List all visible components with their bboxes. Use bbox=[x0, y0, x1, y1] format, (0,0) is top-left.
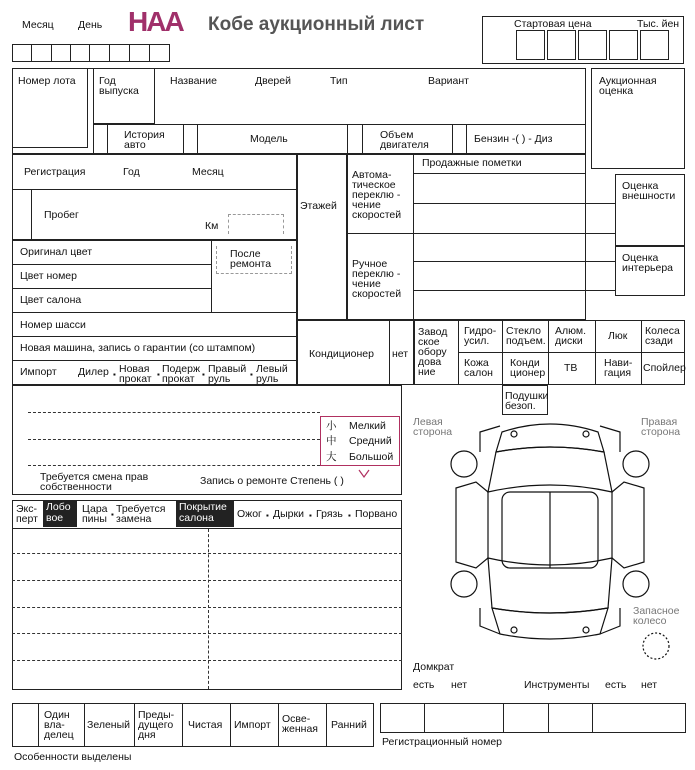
scratches-label: Цара пины bbox=[82, 503, 108, 525]
wheel-front-left-icon bbox=[451, 451, 477, 477]
price-digit-box[interactable] bbox=[578, 30, 607, 60]
jack-yes[interactable]: есть bbox=[413, 679, 435, 691]
right-side-label: Правая сторона bbox=[641, 416, 681, 438]
aircon-none-label: нет bbox=[392, 348, 409, 360]
interior-color-label: Цвет салона bbox=[20, 294, 82, 306]
arrow-down-icon bbox=[356, 466, 372, 482]
price-digit-box[interactable] bbox=[516, 30, 545, 60]
spare-wheel-icon[interactable] bbox=[640, 630, 672, 662]
fuel-label: Бензин -( ) - Диз bbox=[474, 133, 553, 145]
doors-label: Дверей bbox=[255, 75, 291, 87]
replace-label: Требуется замена bbox=[116, 503, 166, 525]
original-color-label: Оригинал цвет bbox=[20, 246, 93, 258]
power-windows-option[interactable]: Стекло подъем. bbox=[506, 325, 546, 347]
color-number-label: Цвет номер bbox=[20, 270, 77, 282]
prev-day-option[interactable]: Преды- дущего дня bbox=[138, 709, 175, 741]
reg-year-label: Год bbox=[123, 166, 140, 178]
leather-option[interactable]: Кожа салон bbox=[464, 357, 493, 379]
dealer-label: Дилер bbox=[78, 366, 109, 378]
right-hand-label: Правый руль bbox=[208, 363, 247, 385]
clean-option[interactable]: Чистая bbox=[188, 719, 223, 731]
legend-glyph-medium: 中 bbox=[326, 435, 337, 447]
history-label: История авто bbox=[124, 129, 165, 151]
green-option[interactable]: Зеленый bbox=[87, 719, 131, 731]
legend-label-medium: Средний bbox=[349, 435, 392, 447]
coating-tab[interactable]: Покрытие салона bbox=[176, 501, 234, 527]
power-steering-option[interactable]: Гидро- усил. bbox=[464, 325, 497, 347]
features-label: Особенности выделены bbox=[14, 751, 132, 763]
aircon2-option[interactable]: Конди ционер bbox=[510, 357, 546, 379]
reg-month-label: Месяц bbox=[192, 166, 224, 178]
aircon-label: Кондиционер bbox=[309, 348, 374, 360]
year-label: Год выпуска bbox=[99, 75, 139, 97]
repair-record-label: Запись о ремонте Степень ( ) bbox=[200, 475, 344, 487]
holes-label: Дырки bbox=[273, 508, 304, 520]
variant-label: Вариант bbox=[428, 75, 469, 87]
type-label: Тип bbox=[330, 75, 348, 87]
interior-grade-label: Оценка интерьера bbox=[622, 252, 674, 274]
import-option[interactable]: Импорт bbox=[234, 719, 271, 731]
refreshed-option[interactable]: Осве- женная bbox=[282, 713, 318, 735]
auto-trans-label: Автома- тическое переклю - чение скоростей bbox=[352, 169, 402, 221]
km-label: Км bbox=[205, 220, 219, 232]
jack-no[interactable]: нет bbox=[451, 679, 468, 691]
engine-label: Объем двигателя bbox=[380, 129, 429, 151]
ownership-change-label: Требуется смена прав собственности bbox=[40, 471, 149, 493]
airbags-option: Подушки безоп. bbox=[505, 390, 549, 412]
rear-wheels-option[interactable]: Колеса сзади bbox=[645, 325, 680, 347]
legend-glyph-small: 小 bbox=[326, 420, 337, 432]
expert-label: Экс- перт bbox=[16, 503, 38, 525]
alloy-wheels-option[interactable]: Алюм. диски bbox=[555, 325, 587, 347]
tools-yes[interactable]: есть bbox=[605, 679, 627, 691]
one-owner-option[interactable]: Один вла- делец bbox=[44, 709, 74, 741]
dirt-label: Грязь bbox=[316, 508, 343, 520]
navigation-option[interactable]: Нави- гация bbox=[604, 357, 633, 379]
reg-number-label: Регистрационный номер bbox=[382, 736, 502, 748]
front-tab[interactable]: Лобо вое bbox=[43, 501, 77, 527]
name-label: Название bbox=[170, 75, 217, 87]
legend-label-large: Большой bbox=[349, 451, 394, 463]
page-title: Кобе аукционный лист bbox=[208, 14, 425, 35]
auction-grade-label: Аукционная оценка bbox=[599, 75, 657, 97]
unit-label: Тыс. йен bbox=[637, 18, 680, 30]
km-input[interactable] bbox=[228, 214, 284, 234]
tools-label: Инструменты bbox=[524, 679, 590, 691]
sales-notes-label: Продажные пометки bbox=[422, 157, 522, 169]
lot-number-label: Номер лота bbox=[18, 75, 76, 87]
tools-no[interactable]: нет bbox=[641, 679, 658, 691]
exterior-grade-label: Оценка внешности bbox=[622, 180, 676, 202]
used-rental-label: Подерж прокат bbox=[162, 363, 200, 385]
legend-glyph-large: 大 bbox=[326, 451, 337, 463]
day-label: День bbox=[78, 19, 103, 31]
start-price-label: Стартовая цена bbox=[514, 18, 592, 30]
factory-equipment-label: Завод ское обору дова ние bbox=[418, 326, 448, 378]
wheel-front-right-icon bbox=[623, 451, 649, 477]
date-entry-boxes[interactable] bbox=[12, 44, 170, 62]
month-label: Месяц bbox=[22, 19, 54, 31]
mileage-label: Пробег bbox=[44, 209, 79, 221]
price-digit-box[interactable] bbox=[547, 30, 576, 60]
warranty-label: Новая машина, запись о гарантии (со штампом) bbox=[20, 342, 256, 354]
reg-number-boxes[interactable] bbox=[380, 703, 686, 733]
new-rental-label: Новая прокат bbox=[119, 363, 152, 385]
spoiler-option[interactable]: Спойлер bbox=[643, 362, 686, 374]
import-label: Импорт bbox=[20, 366, 57, 378]
left-hand-label: Левый руль bbox=[256, 363, 288, 385]
floors-label: Этажей bbox=[300, 200, 337, 212]
torn-label: Порвано bbox=[355, 508, 398, 520]
after-repair-label: После ремонта bbox=[230, 248, 272, 270]
chassis-number-label: Номер шасси bbox=[20, 319, 86, 331]
after-repair-input[interactable] bbox=[216, 246, 292, 274]
model-label: Модель bbox=[250, 133, 288, 145]
tv-option[interactable]: ТВ bbox=[564, 362, 578, 374]
manual-trans-label: Ручное переклю - чение скоростей bbox=[352, 258, 402, 300]
sunroof-option[interactable]: Люк bbox=[608, 330, 628, 342]
left-side-label: Левая сторона bbox=[413, 416, 453, 438]
spare-wheel-label: Запасное колесо bbox=[633, 605, 680, 627]
price-digit-box[interactable] bbox=[640, 30, 669, 60]
wheel-rear-right-icon bbox=[623, 571, 649, 597]
floors-box[interactable] bbox=[297, 154, 347, 320]
legend-label-small: Мелкий bbox=[349, 420, 386, 432]
burn-label: Ожог bbox=[237, 508, 262, 520]
jack-label: Домкрат bbox=[413, 661, 455, 673]
price-digit-box[interactable] bbox=[609, 30, 638, 60]
haa-logo: HAA bbox=[128, 6, 183, 37]
early-option[interactable]: Ранний bbox=[331, 719, 367, 731]
wheel-rear-left-icon bbox=[451, 571, 477, 597]
registration-label: Регистрация bbox=[24, 166, 86, 178]
